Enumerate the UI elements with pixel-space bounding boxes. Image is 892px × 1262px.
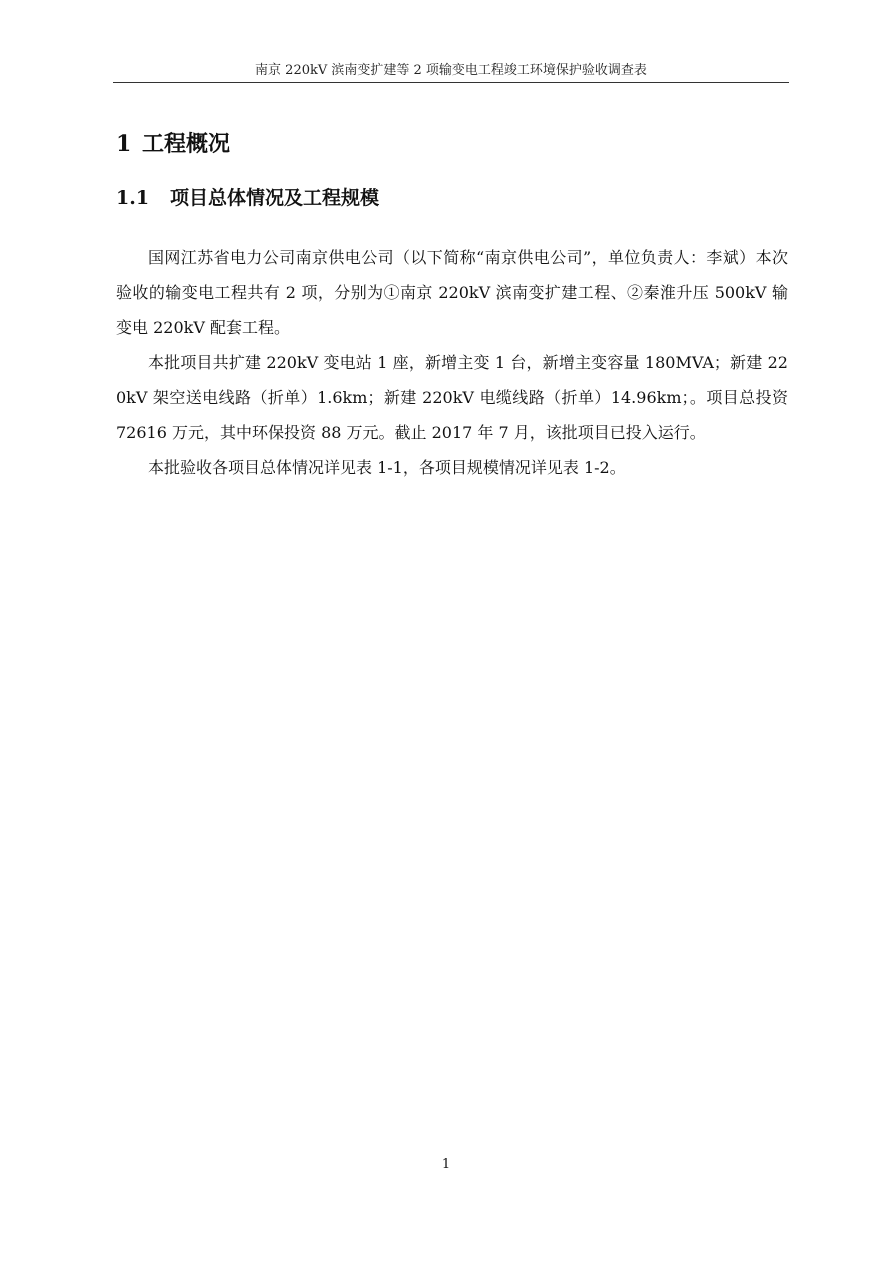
body-text [116, 240, 788, 485]
subsection-heading [116, 184, 379, 212]
running-header: 南京 220kV 滨南变扩建等 2 项输变电工程竣工环境保护验收调查表 [255, 63, 647, 78]
section-title: 工程概况 [142, 131, 231, 157]
section-number: 1 [116, 131, 132, 157]
paragraph: 本批项目共扩建 220kV 变电站 1 座，新增主变 1 台，新增主变容量 180MVA；新建 220kV 架空送电线路（折单）1.6km；新建 220kV 电缆线路（折单）14.96km；。项目总投资 72616 万元，其中环保投资 88 万元。截止 2017 年 7 月，该批项目已投入运行。 [116, 353, 788, 442]
paragraph: 国网江苏省电力公司南京供电公司（以下简称“南京供电公司”，单位负责人：李斌）本次验收的输变电工程共有 2 项，分别为①南京 220kV 滨南变扩建工程、②秦淮升压 500kV 输变电 220kV 配套工程。 [116, 248, 788, 337]
section-heading [116, 128, 230, 160]
page-number: 1 [441, 1157, 451, 1172]
subsection-number: 1.1 [116, 187, 150, 209]
paragraph: 本批验收各项目总体情况详见表 1-1，各项目规模情况详见表 1-2。 [148, 458, 626, 477]
subsection-title: 项目总体情况及工程规模 [170, 187, 380, 209]
header-rule [113, 82, 789, 83]
